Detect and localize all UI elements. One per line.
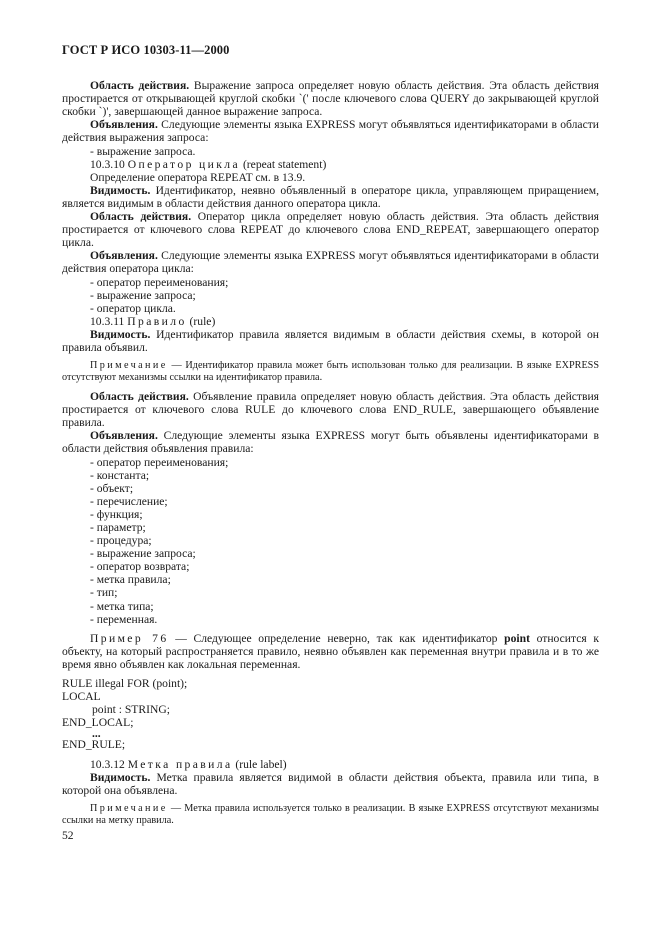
list-item: - оператор переименования; (90, 455, 229, 469)
list-query-declarations (62, 145, 599, 158)
list-item: - переменная. (90, 612, 158, 626)
document-header: ГОСТ Р ИСО 10303-11—2000 (62, 43, 230, 57)
paragraph-declarations-rule: Объявления. Следующие элементы языка EXPRESS могут быть объявлены идентификаторами в области действия объявления правила: (62, 429, 599, 456)
paragraph-visibility-repeat: Видимость. Идентификатор, неявно объявленный в операторе цикла, управляющем приращением, является видимым в области действия данного оператора цикла. (62, 183, 599, 210)
page-number: 52 (62, 828, 74, 842)
paragraph-declarations-repeat: Объявления. Следующие элементы языка EXPRESS могут объявляться идентификаторами в области действия оператора цикла: (62, 249, 599, 276)
code-block (62, 677, 599, 751)
section-heading-10-3-11: 10.3.11 Правило (rule) (90, 314, 216, 328)
term-lead: Объявления. (90, 429, 158, 443)
term-lead: Область действия. (90, 210, 192, 224)
code-line: point : STRING; (92, 703, 170, 717)
term-lead: Объявления. (90, 249, 158, 263)
list-rule-declarations (62, 456, 599, 626)
term-lead: Объявления. (90, 118, 158, 132)
list-item: - параметр; (90, 521, 146, 534)
paragraph-visibility-rule-label: Видимость. Метка правила является видимой в области действия объекта, правила или типа, в которой она объявлена. (62, 770, 599, 797)
term-lead: Видимость. (90, 183, 151, 197)
term-lead: Область действия. (90, 390, 189, 404)
list-item: - выражение запроса. (90, 144, 196, 158)
list-item: - процедура; (90, 534, 152, 548)
term-lead: Область действия. (90, 79, 190, 93)
paragraph-repeat-definition: Определение оператора REPEAT см. в 13.9. (90, 170, 306, 184)
code-line: LOCAL (62, 690, 101, 704)
list-item: - тип; (90, 586, 118, 600)
term-lead: Видимость. (90, 770, 151, 784)
list-item: - константа; (90, 468, 150, 482)
example-76: Пример 76 — Следующее определение неверно, так как идентификатор point относится к объекту, на который распространяется правило, неявно объявлен как переменная внутри правила и в то же время явно объявлен как локальная переменная. (62, 631, 600, 671)
term-lead: Видимость. (90, 327, 151, 341)
paragraph-declarations-query: Объявления. Следующие элементы языка EXPRESS могут объявляться идентификаторами в области действия выражения запроса: (62, 118, 599, 145)
list-item: - выражение запроса; (90, 547, 196, 561)
paragraph-scope-rule: Область действия. Объявление правила определяет новую область действия. Эта область действия простирается от ключевого слова RULE до ключевого слова END_RULE, завершающего объявление правила. (62, 390, 599, 430)
list-item: - оператор переименования; (90, 275, 229, 289)
list-item: - выражение запроса; (90, 288, 196, 302)
code-line: RULE illegal FOR (point); (62, 677, 188, 691)
paragraph-scope-query: Область действия. Выражение запроса определяет новую область действия. Эта область действия простирается от открывающей круглой скобки `(' после ключевого слова QUERY до закрывающей круглой скобки `)', завершающей данное выражение запроса. (62, 79, 600, 119)
note-rule-label: Примечание — Метка правила используется только в реализации. В языке EXPRESS отсутствуют механизмы ссылки на метку правила. (62, 802, 599, 826)
list-item: - функция; (90, 507, 143, 521)
section-heading-10-3-10: 10.3.10 Оператор цикла (repeat statement) (90, 157, 327, 171)
list-item: - перечисление; (90, 494, 168, 508)
list-item: - оператор возврата; (90, 560, 190, 574)
code-line: END_RULE; (62, 738, 126, 752)
list-item: - оператор цикла. (90, 301, 176, 315)
code-line: ... (92, 727, 101, 741)
paragraph-visibility-rule: Видимость. Идентификатор правила является видимым в области действия схемы, в которой он правила объявил. (62, 327, 599, 354)
list-repeat-declarations (62, 276, 599, 315)
note-rule-identifier: Примечание — Идентификатор правила может быть использован только для реализации. В языке EXPRESS отсутствуют механизмы ссылки на идентификатор правила. (62, 360, 599, 384)
code-line: END_LOCAL; (62, 716, 134, 730)
paragraph-scope-repeat: Область действия. Оператор цикла определяет новую область действия. Эта область действия простирается от ключевого слова REPEAT до ключевого слова END_REPEAT, завершающего оператор цикла. (62, 210, 599, 250)
keyword-point: point (504, 631, 530, 645)
section-heading-10-3-12: 10.3.12 Метка правила (rule label) (90, 757, 287, 771)
list-item: - метка типа; (90, 599, 154, 613)
list-item: - метка правила; (90, 573, 171, 587)
list-item: - объект; (90, 481, 134, 495)
